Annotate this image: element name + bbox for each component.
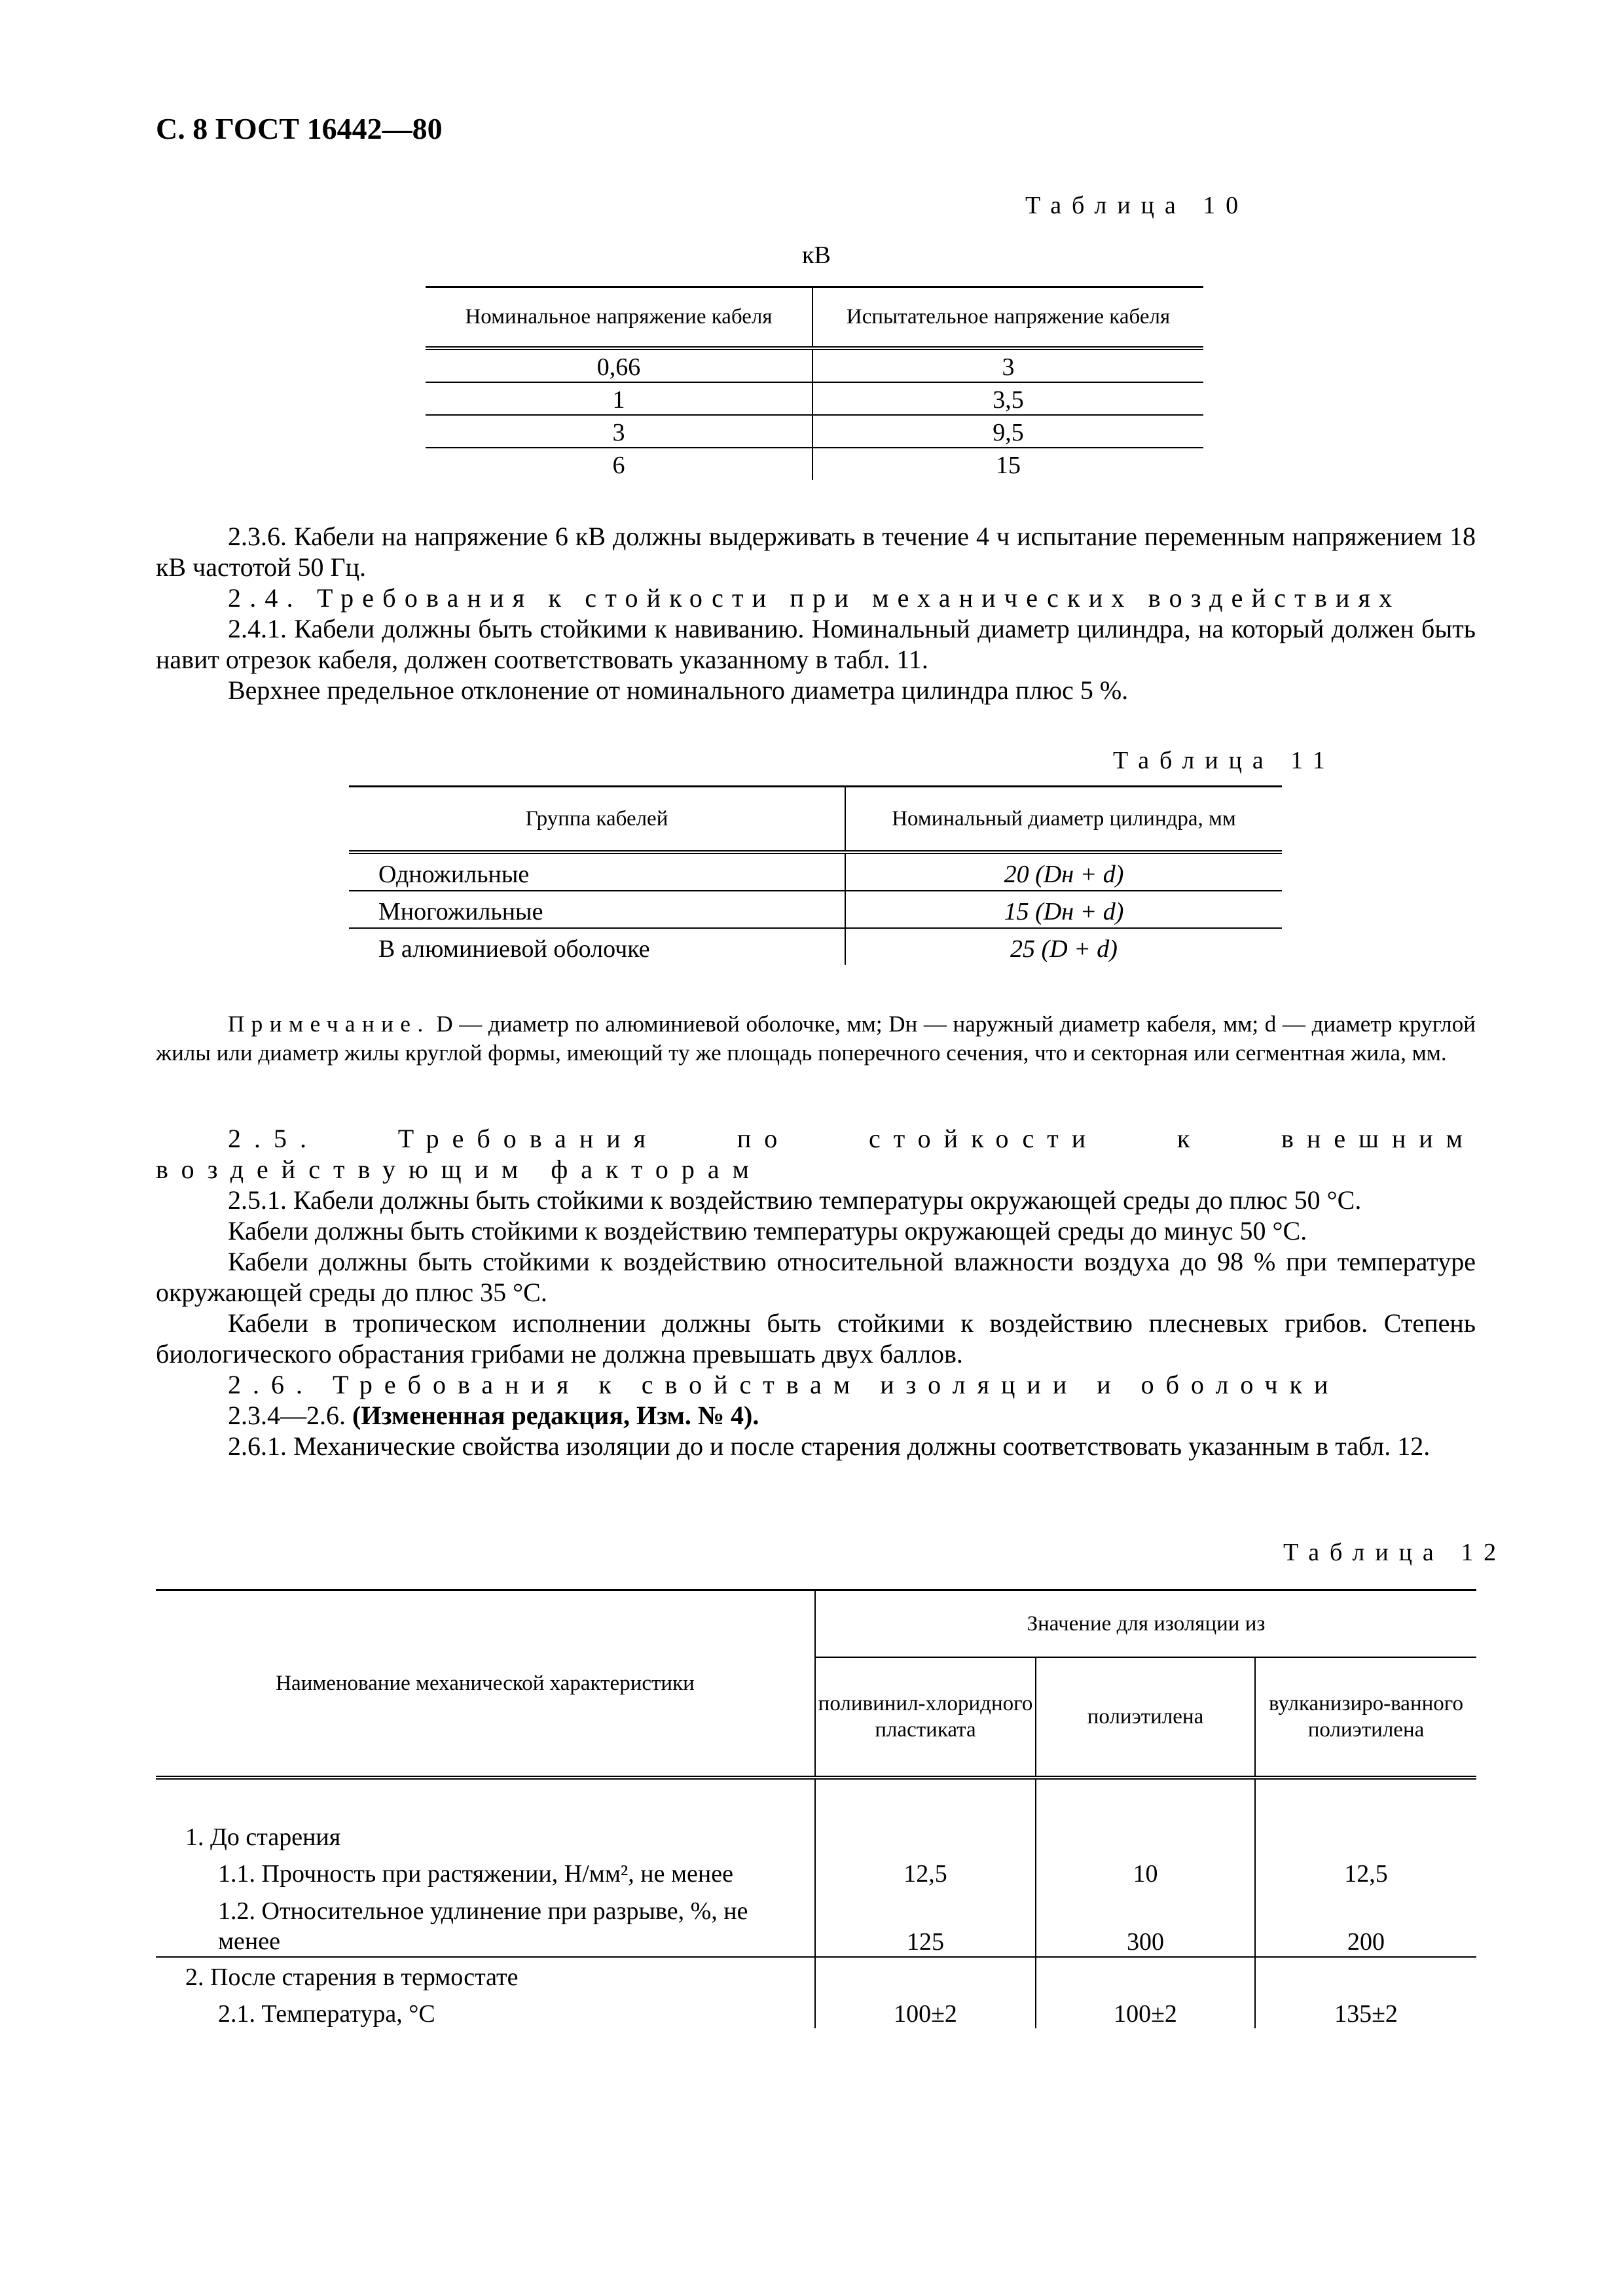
table-cell: 3,5 (812, 382, 1203, 415)
table-cell: 0,66 (426, 348, 812, 382)
table10-header-nominal: Номинальное напряжение кабеля (426, 287, 812, 349)
section-2-4-heading: 2.4. Требования к стойкости при механических воздействиях (228, 583, 1401, 613)
table-cell: 100±2 (815, 1992, 1036, 2028)
text-block-1 (156, 521, 1476, 706)
table-12 (156, 1589, 1476, 2028)
table-cell: 2.1. Температура, °С (218, 2000, 435, 2028)
table-cell: 6 (426, 448, 812, 480)
table-row (426, 348, 1203, 382)
table10-caption: Таблица 10 (1025, 192, 1249, 219)
edition-ref: 2.3.4—2.6. (228, 1401, 346, 1430)
paragraph-2-5-1-c: Кабели должны быть стойкими к воздействию относительной влажности воздуха до 98 % при температуре окружающей среды до плюс 35 °С. (156, 1247, 1476, 1307)
table-cell (1255, 1778, 1476, 1852)
table11-header-group: Группа кабелей (349, 787, 845, 853)
table-row (349, 928, 1282, 965)
paragraph-2-6-1: 2.6.1. Механические свойства изоляции до и после старения должны соответствовать указанным в табл. 12. (228, 1431, 1431, 1461)
table-cell: 200 (1255, 1888, 1476, 1957)
table-row (349, 891, 1282, 928)
table-row (156, 1957, 1476, 1992)
table10-header-test: Испытательное напряжение кабеля (812, 287, 1203, 349)
table-10 (426, 286, 1203, 480)
text-block-2 (156, 1123, 1476, 1462)
edition-note: (Измененная редакция, Изм. № 4). (352, 1401, 759, 1430)
table-row (156, 1852, 1476, 1888)
paragraph-2-4-1-b: Верхнее предельное отклонение от номинального диаметра цилиндра плюс 5 %. (228, 675, 1129, 705)
table-cell: 15 (996, 452, 1021, 479)
table-cell: Одножильные (349, 852, 845, 891)
table-cell: 100±2 (1036, 1992, 1255, 2028)
table-row (156, 1888, 1476, 1957)
table-cell: 25 (D + d) (1010, 935, 1118, 963)
table-cell: 10 (1036, 1852, 1255, 1888)
table-cell (1036, 1957, 1255, 1992)
paragraph-2-5-1-d: Кабели в тропическом исполнении должны быть стойкими к воздействию плесневых грибов. Степень биологического обрастания грибами не должна превышать двух баллов. (156, 1308, 1476, 1369)
note-text: D — диаметр по алюминиевой оболочке, мм; Dн — наружный диаметр кабеля, мм; d — диаметр круглой жилы или диаметр жилы круглой формы, имеющий ту же площадь поперечного сечения, что и секторная или сегментная жила, мм. (156, 1011, 1476, 1066)
table-cell: 3 (426, 415, 812, 448)
table12-header-pvc: поливинил-хлоридного пластиката (815, 1657, 1036, 1778)
table-cell: 12,5 (1255, 1852, 1476, 1888)
table-cell: 2. После старения в термостате (185, 1964, 519, 1991)
table-cell (1036, 1778, 1255, 1852)
table11-header-diameter: Номинальный диаметр цилиндра, мм (845, 787, 1282, 853)
table12-header-characteristic: Наименование механической характеристики (156, 1590, 815, 1778)
table-cell: 1.1. Прочность при растяжении, Н/мм², не менее (218, 1860, 733, 1888)
page-header: С. 8 ГОСТ 16442—80 (156, 112, 443, 145)
table-row (426, 415, 1203, 448)
table-row (156, 1778, 1476, 1852)
table-cell (1255, 1957, 1476, 1992)
section-2-6-heading: 2.6. Требования к свойствам изоляции и оболочки (228, 1370, 1340, 1399)
note-label: Примечание. (228, 1011, 430, 1037)
table-11 (349, 785, 1282, 965)
note-block (156, 1010, 1476, 1067)
table-row (426, 448, 1203, 480)
table-row (426, 382, 1203, 415)
paragraph-edition-note (156, 1400, 1476, 1431)
paragraph-2-5-1-b: Кабели должны быть стойкими к воздействию температуры окружающей среды до минус 50 °С. (228, 1216, 1307, 1246)
table-cell: 3 (812, 348, 1203, 382)
table12-header-pe: полиэтилена (1036, 1657, 1255, 1778)
table-cell: 1.2. Относительное удлинение при разрыве, %, не менее (156, 1888, 815, 1957)
table-cell: 300 (1036, 1888, 1255, 1957)
table12-header-xlpe: вулканизиро-ванного полиэтилена (1255, 1657, 1476, 1778)
table-cell: 15 (Dн + d) (845, 891, 1282, 928)
table-cell: 20 (Dн + d) (845, 852, 1282, 891)
table-row (156, 1992, 1476, 2028)
paragraph-2-4-1: 2.4.1. Кабели должны быть стойкими к навиванию. Номинальный диаметр цилиндра, на который должен быть навит отрезок кабеля, должен соответствовать указанному в табл. 11. (156, 614, 1476, 674)
table-cell: 12,5 (815, 1852, 1036, 1888)
table12-caption: Таблица 12 (1283, 1539, 1507, 1566)
table-cell: 9,5 (812, 415, 1203, 448)
table-cell: 1. До старения (185, 1823, 341, 1851)
table-cell (815, 1957, 1036, 1992)
table-cell: 125 (815, 1888, 1036, 1957)
section-2-5-heading: 2.5. Требования по стойкости к внешним воздействующим факторам (156, 1124, 1476, 1184)
table-cell (815, 1778, 1036, 1852)
table-cell: Многожильные (349, 891, 845, 928)
table12-header-group: Значение для изоляции из (815, 1590, 1476, 1658)
table10-unit: кВ (802, 242, 831, 269)
table-cell: 1 (426, 382, 812, 415)
table-cell: В алюминиевой оболочке (349, 928, 845, 965)
table-row (349, 852, 1282, 891)
table-cell: 135±2 (1255, 1992, 1476, 2028)
table11-caption: Таблица 11 (1113, 747, 1336, 774)
paragraph-2-3-6: 2.3.6. Кабели на напряжение 6 кВ должны выдерживать в течение 4 ч испытание переменным напряжением 18 кВ частотой 50 Гц. (156, 522, 1476, 582)
paragraph-2-5-1: 2.5.1. Кабели должны быть стойкими к воздействию температуры окружающей среды до плюс 50 °С. (228, 1185, 1362, 1215)
